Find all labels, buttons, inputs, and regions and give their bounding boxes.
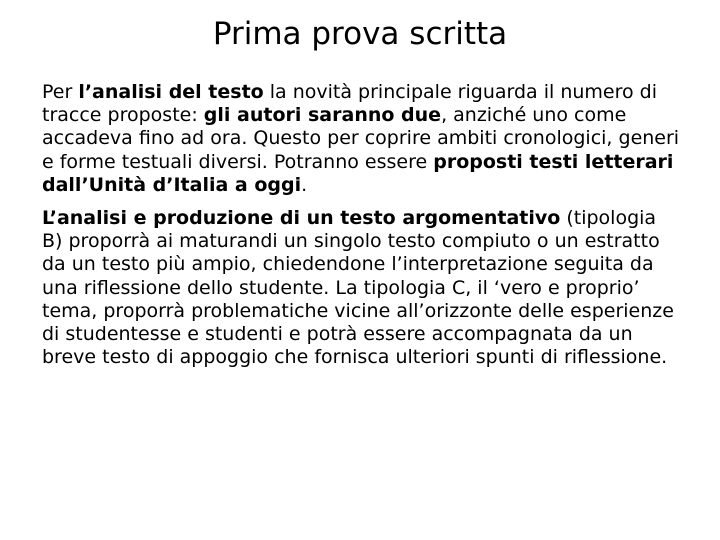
slide-body [42, 81, 682, 379]
p1-text-2: la novità principale riguarda il numero di tracce proposte: [42, 81, 658, 127]
paragraph-testo-argomentativo [42, 207, 682, 369]
p2-bold-1: L’analisi e produzione di un testo argomentativo [42, 207, 561, 230]
p1-bold-1: l’analisi del testo [78, 81, 264, 103]
paragraph-analisi-testo [42, 81, 682, 197]
p1-bold-3: proposti testi letterari dall’Unità d’Italia a oggi [42, 150, 674, 196]
p2-text-1: (tipologia B) proporrà ai maturandi un singolo testo compiuto o un estratto da un testo più ampio, chiedendone l’interpretazione seguita da una riflessione dello studente. La tipologia C, il ‘vero e proprio’ tema, proporrà problematiche vicine all’orizzonte delle esperienze di studentesse e studenti e potrà essere accompagnata da un breve testo di appoggio che fornisca ulteriori spunti di riflessione. [42, 207, 674, 369]
slide-title: Prima prova scritta [212, 16, 508, 52]
p1-text-3: , anziché uno come accadeva fino ad ora. Questo per coprire ambiti cronologici, generi e forme testuali diversi. Potranno essere [42, 104, 680, 173]
p1-bold-2: gli autori saranno due [203, 104, 442, 127]
p1-text-1: Per [42, 81, 79, 103]
p1-text-4: . [301, 173, 308, 196]
